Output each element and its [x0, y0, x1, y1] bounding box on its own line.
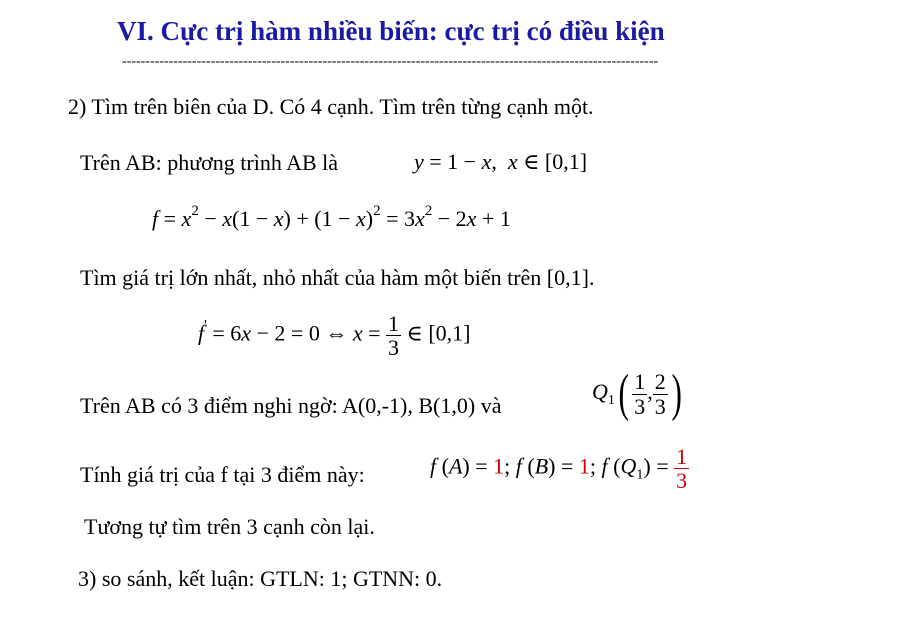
derivative-equation: f' = 6x − 2 = 0 ⇔ x = $\frac{1}{3}$ ∈ [0,1]: [198, 311, 471, 361]
evaluate-f-text: Tính giá trị của f tại 3 điểm này:: [80, 462, 365, 487]
step-2-text: 2) Tìm trên biên của D. Có 4 cạnh. Tìm trên từng cạnh một.: [68, 94, 594, 119]
suspect-points-text: Trên AB có 3 điểm nghi ngờ: A(0,-1), B(1,0) và: [80, 393, 502, 418]
f-values: f (A) = 1; f (B) = 1; f $(Q_1)$ = $\frac{1}{3}$: [430, 444, 688, 494]
point-q1: $Q_1$( $\frac{1}{3}$ , $\frac{2}{3}$ ): [592, 365, 682, 422]
f-on-ab-formula: $f = x^2 - x(1 - x) + (1 - x)^2 = 3x^2 - 2x + 1$: [152, 203, 511, 231]
max-min-instruction: Tìm giá trị lớn nhất, nhỏ nhất của hàm một biến trên [0,1].: [80, 265, 595, 290]
title-separator: -------------------------------------------------------------------------------------------------------------------: [122, 54, 659, 69]
remaining-edges-text: Tương tự tìm trên 3 cạnh còn lại.: [84, 514, 375, 539]
ab-equation: y = 1 − x, x ∈ [0,1]: [414, 149, 588, 174]
slide-title: VI. Cực trị hàm nhiều biến: cực trị có điều kiện: [117, 16, 665, 46]
ab-equation-label: Trên AB: phương trình AB là: [80, 150, 339, 175]
step-3-conclusion: 3) so sánh, kết luận: GTLN: 1; GTNN: 0.: [78, 566, 443, 591]
